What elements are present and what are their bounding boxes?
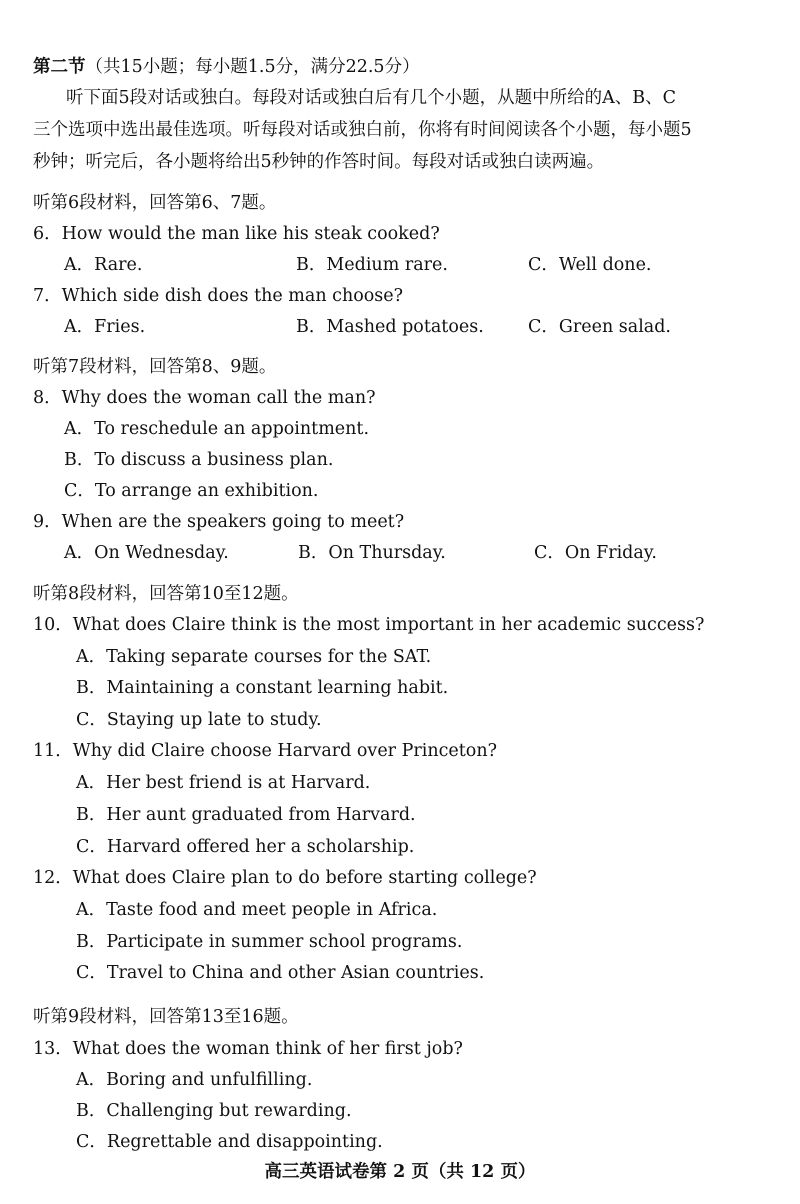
option-c: C．Harvard offered her a scholarship. xyxy=(76,837,415,857)
question-stem: 13．What does the woman think of her first job? xyxy=(33,1039,463,1059)
option-c: C．To arrange an exhibition. xyxy=(64,481,319,501)
option-a: A．Taste food and meet people in Africa. xyxy=(76,900,438,920)
option-a: A．Her best friend is at Harvard. xyxy=(76,773,371,793)
option-a: A．Taking separate courses for the SAT. xyxy=(76,647,432,667)
option-a: A．Rare. xyxy=(64,255,143,275)
question-stem: 10．What does Claire think is the most important in her academic success? xyxy=(33,615,705,635)
option-b: B．To discuss a business plan. xyxy=(64,450,334,470)
section-heading xyxy=(33,55,420,79)
option-a: A．Boring and unfulfilling. xyxy=(76,1070,313,1090)
question-stem: 6．How would the man like his steak cooked? xyxy=(33,224,440,244)
question-stem: 12．What does Claire plan to do before starting college? xyxy=(33,868,537,888)
option-c: C．Green salad. xyxy=(528,317,671,337)
option-b: B．Participate in summer school programs. xyxy=(76,932,463,952)
option-b: B．Her aunt graduated from Harvard. xyxy=(76,805,416,825)
option-c: C．Travel to China and other Asian countries. xyxy=(76,963,485,983)
option-b: B．Mashed potatoes. xyxy=(296,317,484,337)
group-header: 听第8段材料，回答第10至12题。 xyxy=(33,584,299,604)
question-stem: 11．Why did Claire choose Harvard over Princeton? xyxy=(33,741,497,761)
group-header: 听第9段材料，回答第13至16题。 xyxy=(33,1007,299,1027)
option-c: C．Well done. xyxy=(528,255,652,275)
question-stem: 9．When are the speakers going to meet? xyxy=(33,512,405,532)
question-stem: 8．Why does the woman call the man? xyxy=(33,388,376,408)
option-a: A．On Wednesday. xyxy=(64,543,229,563)
option-c: C．Regrettable and disappointing. xyxy=(76,1132,383,1152)
option-b: B．Medium rare. xyxy=(296,255,448,275)
option-a: A．To reschedule an appointment. xyxy=(64,419,370,439)
option-c: C．Staying up late to study. xyxy=(76,710,322,730)
section-title: 第二节 xyxy=(33,57,86,77)
instruction-line: 三个选项中选出最佳选项。听每段对话或独白前，你将有时间阅读各个小题，每小题5 xyxy=(33,120,692,140)
option-b: B．Challenging but rewarding. xyxy=(76,1101,352,1121)
instruction-line: 听下面5段对话或独白。每段对话或独白后有几个小题，从题中所给的A、B、C xyxy=(66,88,677,108)
option-a: A．Fries. xyxy=(64,317,146,337)
option-b: B．Maintaining a constant learning habit. xyxy=(76,678,449,698)
page-footer: 高三英语试卷第 2 页（共 12 页） xyxy=(264,1162,536,1182)
option-c: C．On Friday. xyxy=(534,543,657,563)
question-stem: 7．Which side dish does the man choose? xyxy=(33,286,404,306)
section-score-info: （共15小题；每小题1.5分，满分22.5分） xyxy=(85,57,420,77)
instruction-line: 秒钟；听完后，各小题将给出5秒钟的作答时间。每段对话或独白读两遍。 xyxy=(33,152,605,172)
option-b: B．On Thursday. xyxy=(298,543,446,563)
group-header: 听第7段材料，回答第8、9题。 xyxy=(33,357,277,377)
group-header: 听第6段材料，回答第6、7题。 xyxy=(33,193,277,213)
